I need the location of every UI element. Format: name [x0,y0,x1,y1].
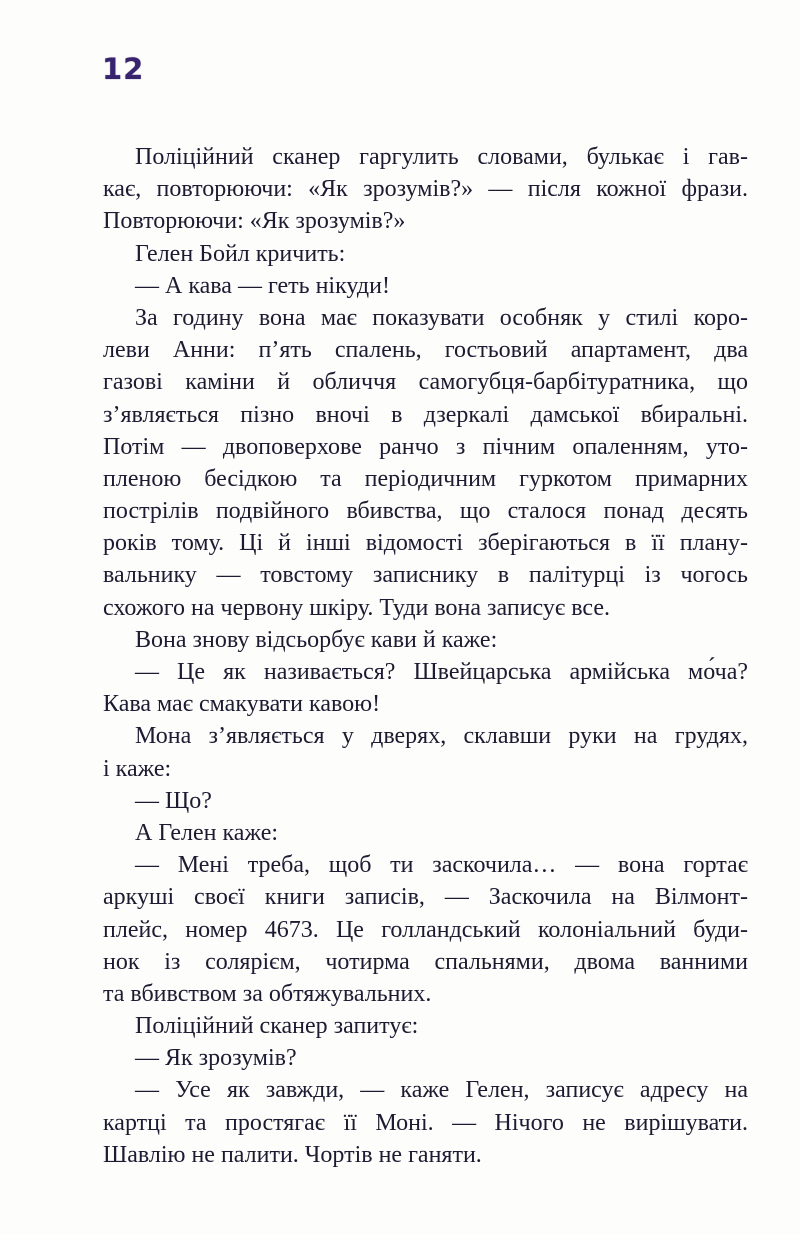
text-line: леви Анни: п’ять спалень, гостьовий апартамент, два [103,337,748,364]
text-line: аркуші своєї книги записів, — Заскочила на Вілмонт- [103,884,748,911]
paragraph [103,720,748,784]
paragraph [103,785,748,817]
text-line: плейс, номер 4673. Це голландський колоніальний буди- [103,916,748,943]
text-line: газові каміни й обличчя самогубця-барбітуратника, що [103,369,748,396]
text-line: — А кава — геть нікуди! [135,272,390,299]
text-line: Вона знову відсьорбує кави й каже: [135,626,498,653]
paragraph [103,817,748,849]
text-line: Поліційний сканер запитує: [135,1013,419,1040]
paragraph [103,849,748,1010]
text-line: і каже: [103,755,172,782]
paragraph [103,270,748,302]
paragraph [103,1042,748,1074]
paragraph [103,624,748,656]
text-line: А Гелен каже: [135,819,279,846]
paragraph [103,141,748,238]
text-line: За годину вона має показувати особняк у стилі коро- [135,304,748,331]
text-line: Повторюючи: «Як зрозумів?» [103,208,406,235]
body-text [103,141,748,1171]
text-line: Кава має смакувати кавою! [103,691,381,718]
page-number: 12 [102,52,145,86]
text-line: схожого на червону шкіру. Туди вона записує все. [103,594,610,621]
text-line: з’являється пізно вночі в дзеркалі дамської вбиральні. [103,401,748,428]
paragraph [103,302,748,624]
text-line: — Що? [135,787,212,814]
paragraph [103,1074,748,1171]
paragraph [103,238,748,270]
text-line: Мона з’являється у дверях, склавши руки на грудях, [135,723,748,750]
text-line: вальнику — товстому записнику в палітурці із чогось [103,562,748,589]
text-line: — Мені треба, щоб ти заскочила… — вона гортає [135,852,748,879]
text-line: років тому. Ці й інші відомості зберігаються в її плану- [103,530,748,557]
text-line: Гелен Бойл кричить: [135,240,346,267]
text-line: нок із солярієм, чотирма спальнями, двома ванними [103,948,748,975]
text-line: — Це як називається? Швейцарська армійська мо́ча? [135,659,748,685]
text-line: Шавлію не палити. Чортів не ганяти. [103,1141,482,1168]
text-line: Потім — двоповерхове ранчо з пічним опаленням, уто- [103,433,748,460]
text-line: Поліційний сканер гаргулить словами, булькає і гав- [135,144,748,170]
text-line: та вбивством за обтяжувальних. [103,980,432,1007]
text-line: картці та простягає її Моні. — Нічого не вирішувати. [103,1109,748,1136]
text-line: пострілів подвійного вбивства, що сталося понад десять [103,498,748,525]
paragraph [103,1010,748,1042]
text-line: — Як зрозумів? [135,1045,297,1072]
text-line: кає, повторюючи: «Як зрозумів?» — після кожної фрази. [103,176,748,203]
paragraph [103,656,748,720]
text-line: — Усе як завжди, — каже Гелен, записує адресу на [135,1077,748,1104]
text-line: пленою бесідкою та періодичним гуркотом примарних [103,465,748,492]
